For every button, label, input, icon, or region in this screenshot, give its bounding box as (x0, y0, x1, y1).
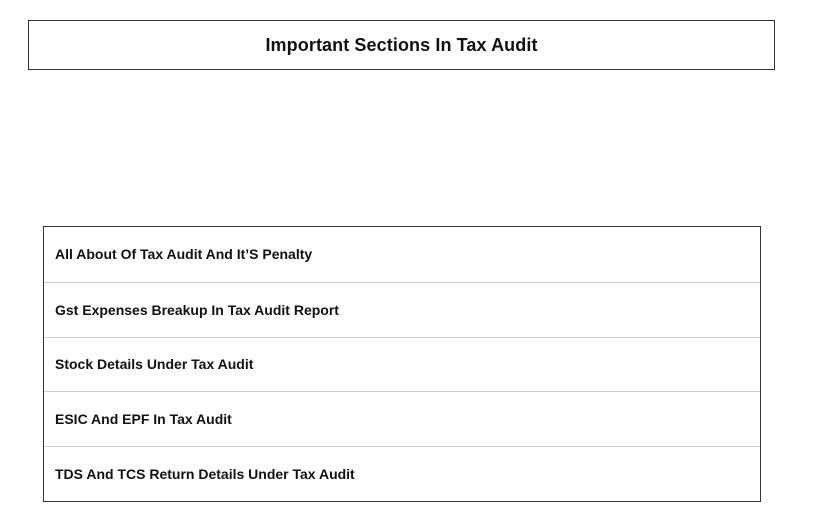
list-item-label[interactable]: All About Of Tax Audit And It’S Penalty (55, 246, 313, 263)
list-item-stock-details[interactable] (44, 337, 760, 392)
page-title: Important Sections In Tax Audit (265, 34, 538, 55)
list-item-label[interactable]: Stock Details Under Tax Audit (55, 356, 254, 373)
list-item-label[interactable]: Gst Expenses Breakup In Tax Audit Report (55, 301, 339, 318)
list-item-esic-epf[interactable] (44, 391, 760, 446)
page-header (28, 20, 775, 70)
list-item-label[interactable]: TDS And TCS Return Details Under Tax Audit (55, 466, 355, 483)
list-item-tds-tcs-return[interactable] (44, 446, 760, 501)
list-item-label[interactable]: ESIC And EPF In Tax Audit (55, 411, 232, 428)
list-item-tax-audit-penalty[interactable] (44, 227, 760, 282)
list-item-gst-expenses-breakup[interactable] (44, 282, 760, 337)
section-list (43, 226, 761, 502)
